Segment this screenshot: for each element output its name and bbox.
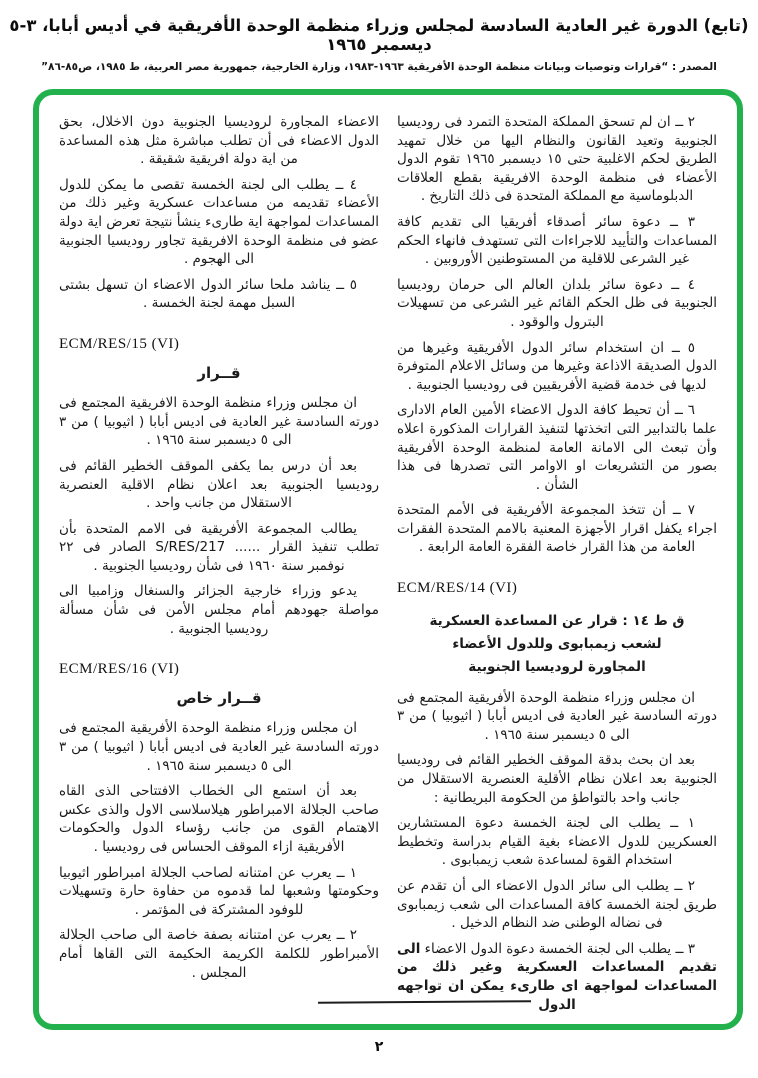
paragraph: ان مجلس وزراء منظمة الوحدة الأفريقية المجتمع فى دورته السادسة غير العادية فى اديس أبابا ( اثيوبيا ) من ٣ الى ٥ ديسمبر سنة ١٩٦٥ . <box>397 689 717 743</box>
paragraph: ٦ ــ أن تحيط كافة الدول الاعضاء الأمين العام الادارى علما بالتدابير التى اتخذتها لتنفيذ القرارات المذكورة اعلاه وأن تبعث الى الامانة العامة لمنظمة الوحدة الأفريقية بصور من التشريعات او الاوامر التى تصدرها فى هذا الشأن . <box>397 402 717 493</box>
resolution-16-title: قــرار خاص <box>176 688 262 707</box>
paragraph-text-bold: الى تقديم المساعدات العسكرية وغير ذلك من المساعدات لمواجهة اى طارىء يمكن ان تواجهه الدول <box>397 940 717 1013</box>
paragraph: ان مجلس وزراء منظمة الوحدة الأفريقية المجتمع فى دورته السادسة غير العادية فى اديس أبابا ( اثيوبيا ) من ٣ الى ٥ ديسمبر سنة ١٩٦٥ . <box>59 720 379 774</box>
paragraph: ٢ ــ يطلب الى سائر الدول الاعضاء الى أن تقدم عن طريق لجنة الخمسة كافة المساعدات الى شعب زيمبابوى فى نضاله الوطنى ضد النظام الدخيل . <box>397 878 717 932</box>
content-frame <box>33 89 743 1030</box>
column-right <box>397 113 717 1014</box>
page-number: ٢ <box>374 1039 384 1055</box>
resolution-15-title: قــرار <box>197 363 241 382</box>
resolution-14-heading-line2: لشعب زيمبابوى وللدول الأعضاء <box>452 635 662 652</box>
page-title: (تابع) الدورة غير العادية السادسة لمجلس وزراء منظمة الوحدة الأفريقية في أديس أبابا، ٣-٥ ديسمبر ١٩٦٥ <box>9 16 749 54</box>
paragraph: ٣ ــ دعوة سائر أصدقاء أفريقيا الى تقديم كافة المساعدات والتأييد للاجراءات التى تستهدف فانهاء الحكم غير الشرعى للاقلية من المستوطنين الأوروبين . <box>397 213 717 268</box>
resolution-14-heading-line3: المجاورة لروديسيا الجنوبية <box>468 658 646 675</box>
resolution-14-heading-line1: ق ط ١٤ : قرار عن المساعدة العسكرية <box>429 612 685 629</box>
paragraph: الاعضاء المجاورة لروديسيا الجنوبية دون الاخلال، بحق الدول الاعضاء فى أن تطلب مباشرة مثل هذه المساعدة من اية دولة افريقية شقيقة . <box>59 114 379 168</box>
paragraph: يدعو وزراء خارجية الجزائر والسنغال وزامبيا الى مواصلة جهودهم أمام مجلس الأمن فى شأن مسألة روديسيا الجنوبية . <box>59 583 379 637</box>
resolution-number-ecm14: ECM/RES/14 (VI) <box>397 580 518 597</box>
paragraph: ٢ ــ ان لم تسحق المملكة المتحدة التمرد فى روديسيا الجنوبية وتعيد القانون والنظام اليها من خلال تمهيد الطريق لحكم الاغلبية حتى ١٥ ديسمبر ١٩٦٥ تقوم الدول الأعضاء فى منظمة الوحدة الافريقية بقطع العلاقات الدبلوماسية مع المملكة المتحدة فى ذلك التاريخ . <box>397 114 718 205</box>
paragraph: ٥ ــ يناشد ملحا سائر الدول الاعضاء ان تسهل بشتى السبل مهمة لجنة الخمسة . <box>59 276 357 312</box>
paragraph: ١ ــ يعرب عن امتنانه لصاحب الجلالة امبراطور اثيوبيا وحكومتها وشعبها لما قدموه من حفاوة حارة وتسهيلات للوفود المشتركة فى المؤتمر . <box>59 864 379 918</box>
column-left <box>59 113 379 1014</box>
paragraph: بعد أن درس بما يكفى الموقف الخطير القائم فى روديسيا الجنوبية بعد اعلان نظام الاقلية العنصرية الاستقلال من جانب واحد . <box>59 457 379 512</box>
paragraph: ٤ ــ يطلب الى لجنة الخمسة تقصى ما يمكن للدول الأعضاء تقديمه من مساعدات عسكرية وغير ذلك من المساعدات لمواجهة اية طارىء ينشأ نتيجة تعرض اية دولة عضو فى منظمة الوحدة الافريقية تجاور روديسيا الجنوبية الى الهجوم . <box>59 176 379 268</box>
paragraph: بعد أن استمع الى الخطاب الافتتاحى الذى القاه صاحب الجلالة الامبراطور هيلاسلاسى الاول والذى عكس الاهتمام القوى من جانب رؤساء الدول والحكومات الأفريقية ازاء الموقف الحساس فى روديسيا . <box>59 783 379 855</box>
paragraph: ٥ ــ ان استخدام سائر الدول الأفريقية وغيرها من الدول الصديقة الاذاعة وغيرها من وسائل الاعلام المتوفرة لديها فى خدمة قضية الأفريقيين فى روديسيا الجنوبية . <box>397 339 717 393</box>
paragraph: ٢ ــ يعرب عن امتنانه بصفة خاصة الى صاحب الجلالة الأمبراطور للكلمة الكريمة الحكيمة التى القاها أمام المجلس . <box>59 927 379 981</box>
paragraph-text: ٣ ــ يطلب الى لجنة الخمسة دعوة الدول الاعضاء <box>420 940 695 957</box>
resolution-number-ecm16: ECM/RES/16 (VI) <box>59 661 180 678</box>
paragraph: ٤ ــ دعوة سائر بلدان العالم الى حرمان روديسيا الجنوبية فى ظل الحكم القائم غير الشرعى من تسهيلات البترول والوقود . <box>397 276 717 330</box>
page-header <box>0 0 758 73</box>
paragraph: ١ ــ يطلب الى لجنة الخمسة دعوة المستشارين العسكريين للدول الاعضاء بغية القيام بدراسة وتخطيط استخدام القوة لمساعدة شعب زيمبابوى . <box>397 815 717 869</box>
paragraph: ان مجلس وزراء منظمة الوحدة الافريقية المجتمع فى دورته السادسة غير العادية فى اديس أبابا ( اثيوبيا ) من ٣ الى ٥ ديسمبر سنة ١٩٦٥ . <box>59 395 379 449</box>
resolution-14-heading <box>397 610 717 679</box>
source-line: المصدر : “قرارات وتوصيات وبيانات منظمة الوحدة الأفريقية ١٩٦٣-١٩٨٣، وزارة الخارجية، جمهورية مصر العربية، ط ١٩٨٥، ص٨٥-٨٦” <box>41 61 717 73</box>
resolution-number-ecm15: ECM/RES/15 (VI) <box>59 335 180 352</box>
paragraph <box>397 940 717 1014</box>
two-column-layout <box>39 95 737 1024</box>
paragraph: بعد ان بحث بدقة الموقف الخطير القائم فى روديسيا الجنوبية بعد اعلان نظام الأقلية العنصرية الاستقلال من جانب واحد بالتواطؤ من الحكومة البريطانية : <box>397 752 717 806</box>
paragraph: ٧ ــ أن تتخذ المجموعة الأفريقية فى الأمم المتحدة اجراء يكفل اقرار الأجهزة المعنية بالامم المتحدة الفقرات العامة من هذا القرار خاصة الفقرة العامة الرابعة . <box>397 502 717 556</box>
paragraph: يطالب المجموعة الأفريقية فى الامم المتحدة بأن تطلب تنفيذ القرار ...... S/RES/217 الصادر فى ٢٢ نوفمبر سنة ١٩٦٠ فى شأن روديسيا الجنوبية . <box>59 520 380 574</box>
